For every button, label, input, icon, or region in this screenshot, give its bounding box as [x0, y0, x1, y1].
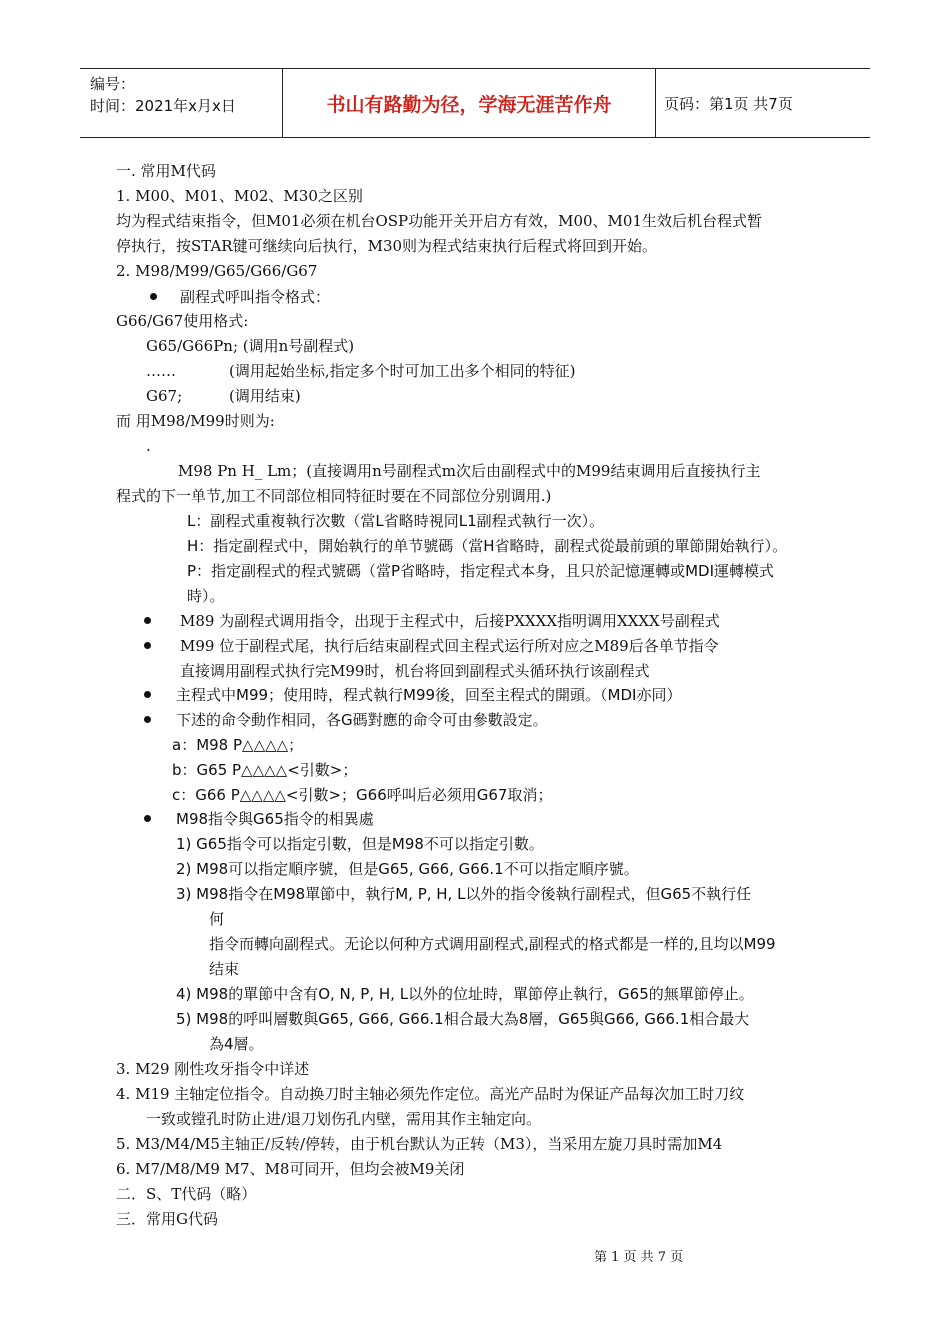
param-line: H：指定副程式中，開始執行的单节號碼（當H省略時，副程式從最前頭的單節開始執行）。 — [187, 537, 788, 555]
code-line: …… — [146, 362, 176, 380]
numbered-item: 4) M98的單節中含有O, N, P, H, L以外的位址時，單節停止執行，G65的無單節停止。 — [176, 985, 754, 1003]
page-footer: 第 1 页 共 7 页 — [594, 1250, 684, 1265]
page-label: 页码：第1页 共7页 — [664, 94, 793, 113]
bullet-text: M89 为副程式调用指令，出现于主程式中，后接PXXXX指明调用XXXX号副程式 — [180, 612, 720, 630]
time-label: 时间：2021年x月x日 — [90, 97, 236, 115]
page-header — [80, 68, 870, 138]
bullet-text: 主程式中M99；使用時，程式執行M99後，回至主程式的開頭。（MDI亦同） — [176, 686, 682, 704]
paragraph-line: G66/G67使用格式: — [116, 312, 249, 330]
bullet-text: M98指令與G65指令的相異處 — [176, 810, 374, 828]
code-line: b：G65 P△△△△<引數>； — [172, 761, 358, 779]
param-line: L：副程式重複執行次數（當L省略時視同L1副程式執行一次）。 — [187, 512, 605, 530]
bullet-text: 下述的命令動作相同，各G碼對應的命令可由參數設定。 — [176, 711, 548, 729]
numbered-item: 2) M98可以指定順序號，但是G65, G66, G66.1不可以指定順序號。 — [176, 860, 639, 878]
code-line: G67; — [146, 387, 183, 405]
header-left-cell — [80, 69, 283, 137]
paragraph-line: 停执行，按STAR键可继续向后执行，M30则为程式结束执行后程式将回到开始。 — [116, 237, 658, 255]
bullet-icon — [150, 293, 157, 300]
numbered-item-cont: 何 — [209, 910, 225, 928]
numbered-item-cont: 结束 — [209, 960, 240, 978]
bullet-icon — [144, 716, 151, 723]
item-heading: 6. M7/M8/M9 M7、M8可同开，但均会被M9关闭 — [116, 1160, 465, 1178]
bullet-text: 直接调用副程式执行完M99时，机台将回到副程式头循环执行该副程式 — [180, 662, 650, 680]
numbered-item: 3) M98指令在M98單節中，執行M, P, H, L以外的指令後執行副程式，但G65不執行任 — [176, 885, 752, 903]
bullet-text: 副程式呼叫指令格式： — [180, 288, 331, 306]
param-line: 時）。 — [187, 587, 225, 605]
code-comment: (调用起始坐标,指定多个时可加工出多个相同的特征) — [229, 362, 576, 380]
param-line: P：指定副程式的程式號碼（當P省略時，指定程式本身，且只於記憶運轉或MDI運轉模式 — [187, 562, 775, 580]
numbered-item-cont: 指令而轉向副程式。无论以何种方式调用副程式,副程式的格式都是一样的,且均以M99 — [209, 935, 776, 953]
numbered-item-cont: 為4層。 — [209, 1035, 264, 1053]
paragraph-line: . — [146, 437, 151, 455]
code-line: c：G66 P△△△△<引數>；G66呼叫后必须用G67取消； — [172, 786, 553, 804]
code-label: 编号： — [90, 75, 136, 93]
section-heading: 一. 常用M代码 — [116, 162, 216, 180]
motto: 书山有路勤为径，学海无涯苦作舟 — [283, 69, 656, 137]
paragraph-line: 而 用M98/M99时则为: — [116, 412, 275, 430]
code-comment: (调用结束) — [229, 387, 301, 405]
item-heading: 1. M00、M01、M02、M30之区别 — [116, 187, 363, 205]
paragraph-line: 均为程式结束指令，但M01必须在机台OSP功能开关开启方有效，M00、M01生效后机台程式暂 — [116, 212, 763, 230]
paragraph-line: 一致或镗孔时防止进/退刀划伤孔内壁，需用其作主轴定向。 — [146, 1110, 542, 1128]
bullet-icon — [144, 617, 151, 624]
code-line: G65/G66Pn; (调用n号副程式) — [146, 337, 355, 355]
paragraph-line: M98 Pn H_ Lm；(直接调用n号副程式m次后由副程式中的M99结束调用后直接执行主 — [178, 462, 761, 480]
section-heading: 三．常用G代码 — [116, 1210, 218, 1228]
bullet-icon — [144, 642, 151, 649]
paragraph-line: 程式的下一单节,加工不同部位相同特征时要在不同部位分别调用.) — [116, 487, 552, 505]
item-heading: 2. M98/M99/G65/G66/G67 — [116, 262, 318, 280]
item-heading: 4. M19 主轴定位指令。自动换刀时主轴必须先作定位。高光产品时为保证产品每次加工时刀纹 — [116, 1085, 745, 1103]
section-heading: 二．S、T代码（略） — [116, 1185, 257, 1203]
code-line: a：M98 P△△△△； — [172, 736, 304, 754]
bullet-icon — [144, 691, 151, 698]
numbered-item: 1) G65指令可以指定引數，但是M98不可以指定引數。 — [176, 835, 544, 853]
bullet-text: M99 位于副程式尾，执行后结束副程式回主程式运行所对应之M89后各单节指令 — [180, 637, 719, 655]
item-heading: 5. M3/M4/M5主轴正/反转/停转，由于机台默认为正转（M3），当采用左旋刀具时需加M4 — [116, 1135, 723, 1153]
bullet-icon — [144, 815, 151, 822]
numbered-item: 5) M98的呼叫層數與G65, G66, G66.1相合最大為8層，G65與G66, G66.1相合最大 — [176, 1010, 750, 1028]
item-heading: 3. M29 刚性攻牙指令中详述 — [116, 1060, 310, 1078]
